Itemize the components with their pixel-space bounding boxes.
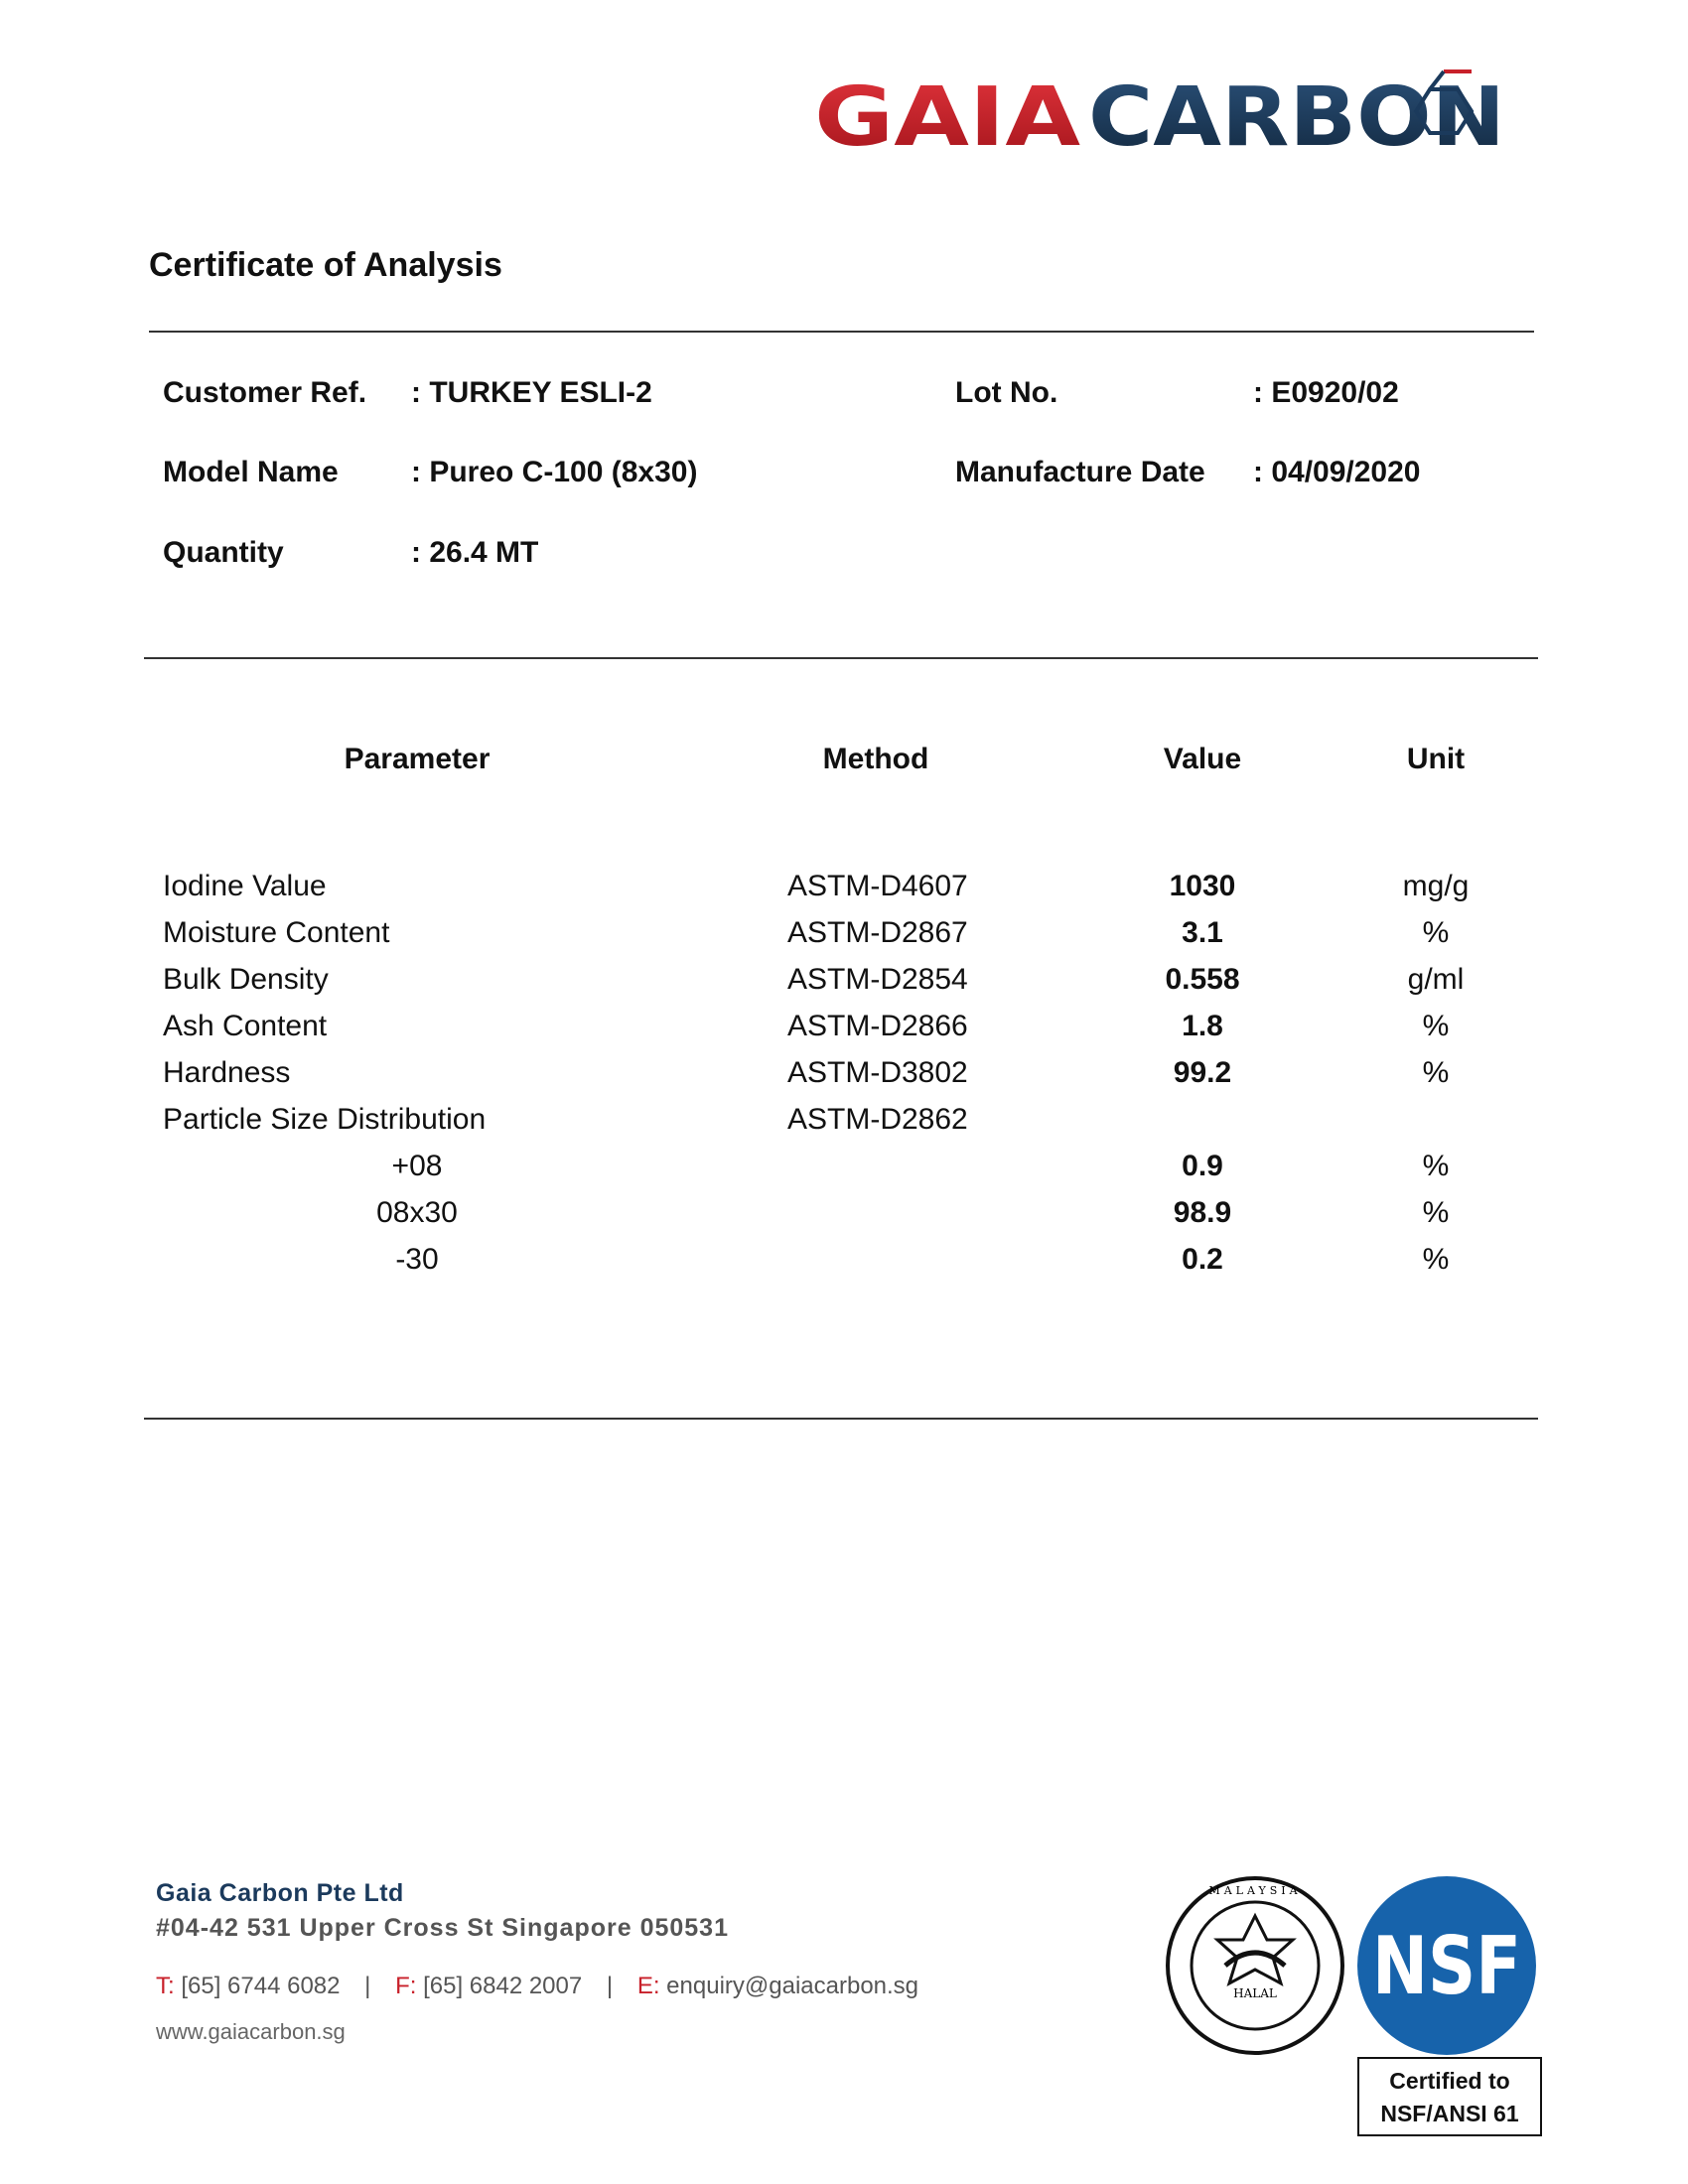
quantity-value: : 26.4 MT bbox=[411, 536, 539, 569]
company-address: #04-42 531 Upper Cross St Singapore 050531 bbox=[156, 1914, 729, 1942]
unit-cell: % bbox=[1422, 1150, 1450, 1182]
parameter-cell: Moisture Content bbox=[163, 916, 390, 949]
nsf-text: NSF bbox=[1372, 1920, 1521, 2012]
halal-logo bbox=[1164, 1874, 1346, 2057]
parameter-cell: Hardness bbox=[163, 1056, 291, 1089]
customer-ref-label: Customer Ref. bbox=[163, 376, 367, 409]
value-cell: 1030 bbox=[1169, 870, 1236, 902]
model-name-label: Model Name bbox=[163, 456, 339, 488]
email-link[interactable]: enquiry@gaiacarbon.sg bbox=[666, 1973, 919, 1999]
parameter-cell: Bulk Density bbox=[163, 963, 329, 996]
unit-cell: g/ml bbox=[1407, 963, 1465, 996]
parameter-cell: Ash Content bbox=[163, 1010, 328, 1042]
logo-text-gaia: GAIA bbox=[814, 70, 1081, 159]
customer-ref-value: : TURKEY ESLI-2 bbox=[411, 376, 652, 409]
page-title: Certificate of Analysis bbox=[149, 246, 502, 284]
unit-cell: mg/g bbox=[1402, 870, 1470, 902]
header-parameter: Parameter bbox=[344, 743, 491, 775]
value-cell: 3.1 bbox=[1182, 916, 1223, 949]
separator: | bbox=[606, 1973, 614, 1999]
fax-number: [65] 6842 2007 bbox=[423, 1973, 583, 1999]
manufacture-date-value: : 04/09/2020 bbox=[1253, 456, 1421, 488]
divider-bottom bbox=[144, 1418, 1538, 1420]
manufacture-date-label: Manufacture Date bbox=[955, 456, 1205, 488]
unit-cell: % bbox=[1422, 1010, 1450, 1042]
method-cell: ASTM-D2862 bbox=[787, 1103, 968, 1136]
value-cell: 0.2 bbox=[1182, 1243, 1223, 1276]
quantity-label: Quantity bbox=[163, 536, 284, 569]
method-cell: ASTM-D2866 bbox=[787, 1010, 968, 1042]
method-cell: ASTM-D2854 bbox=[787, 963, 968, 996]
company-name: Gaia Carbon Pte Ltd bbox=[156, 1879, 404, 1907]
parameter-cell: +08 bbox=[391, 1150, 443, 1182]
unit-cell: % bbox=[1422, 916, 1450, 949]
halal-ring-text: MALAYSIA bbox=[1208, 1884, 1302, 1897]
phone-number: [65] 6744 6082 bbox=[181, 1973, 341, 1999]
email-key: E: bbox=[636, 1973, 660, 1999]
certification-box bbox=[1357, 2057, 1542, 2136]
parameter-cell: 08x30 bbox=[376, 1196, 458, 1229]
parameter-cell: Iodine Value bbox=[163, 870, 327, 902]
lot-no-value: : E0920/02 bbox=[1253, 376, 1399, 409]
method-cell: ASTM-D2867 bbox=[787, 916, 968, 949]
website-link[interactable]: www.gaiacarbon.sg bbox=[156, 2019, 346, 2044]
method-cell: ASTM-D3802 bbox=[787, 1056, 968, 1089]
value-cell: 99.2 bbox=[1173, 1056, 1232, 1089]
lot-no-label: Lot No. bbox=[955, 376, 1058, 409]
parameter-cell: Particle Size Distribution bbox=[163, 1103, 487, 1136]
value-cell: 1.8 bbox=[1182, 1010, 1223, 1042]
separator: | bbox=[364, 1973, 371, 1999]
value-cell: 98.9 bbox=[1173, 1196, 1232, 1229]
unit-cell: % bbox=[1422, 1056, 1450, 1089]
halal-text: HALAL bbox=[1233, 1986, 1277, 2000]
unit-cell: % bbox=[1422, 1196, 1450, 1229]
unit-cell: % bbox=[1422, 1243, 1450, 1276]
gaia-carbon-logo bbox=[814, 50, 1529, 159]
phone-key: T: bbox=[156, 1973, 175, 1999]
logo-text-carbon: CARBON bbox=[1088, 70, 1505, 159]
header-value: Value bbox=[1163, 743, 1242, 775]
nsf-logo bbox=[1355, 1874, 1538, 2057]
contact-line bbox=[156, 1973, 918, 2000]
parameter-cell: -30 bbox=[395, 1243, 439, 1276]
header-method: Method bbox=[822, 743, 929, 775]
cert-line-1: Certified to bbox=[1389, 2068, 1510, 2094]
value-cell: 0.9 bbox=[1182, 1150, 1223, 1182]
divider-middle bbox=[144, 657, 1538, 659]
value-cell: 0.558 bbox=[1165, 963, 1240, 996]
divider-top bbox=[149, 331, 1534, 333]
model-name-value: : Pureo C-100 (8x30) bbox=[411, 456, 698, 488]
cert-line-2: NSF/ANSI 61 bbox=[1380, 2101, 1519, 2126]
fax-key: F: bbox=[395, 1973, 417, 1999]
method-cell: ASTM-D4607 bbox=[787, 870, 968, 902]
header-unit: Unit bbox=[1406, 743, 1466, 775]
